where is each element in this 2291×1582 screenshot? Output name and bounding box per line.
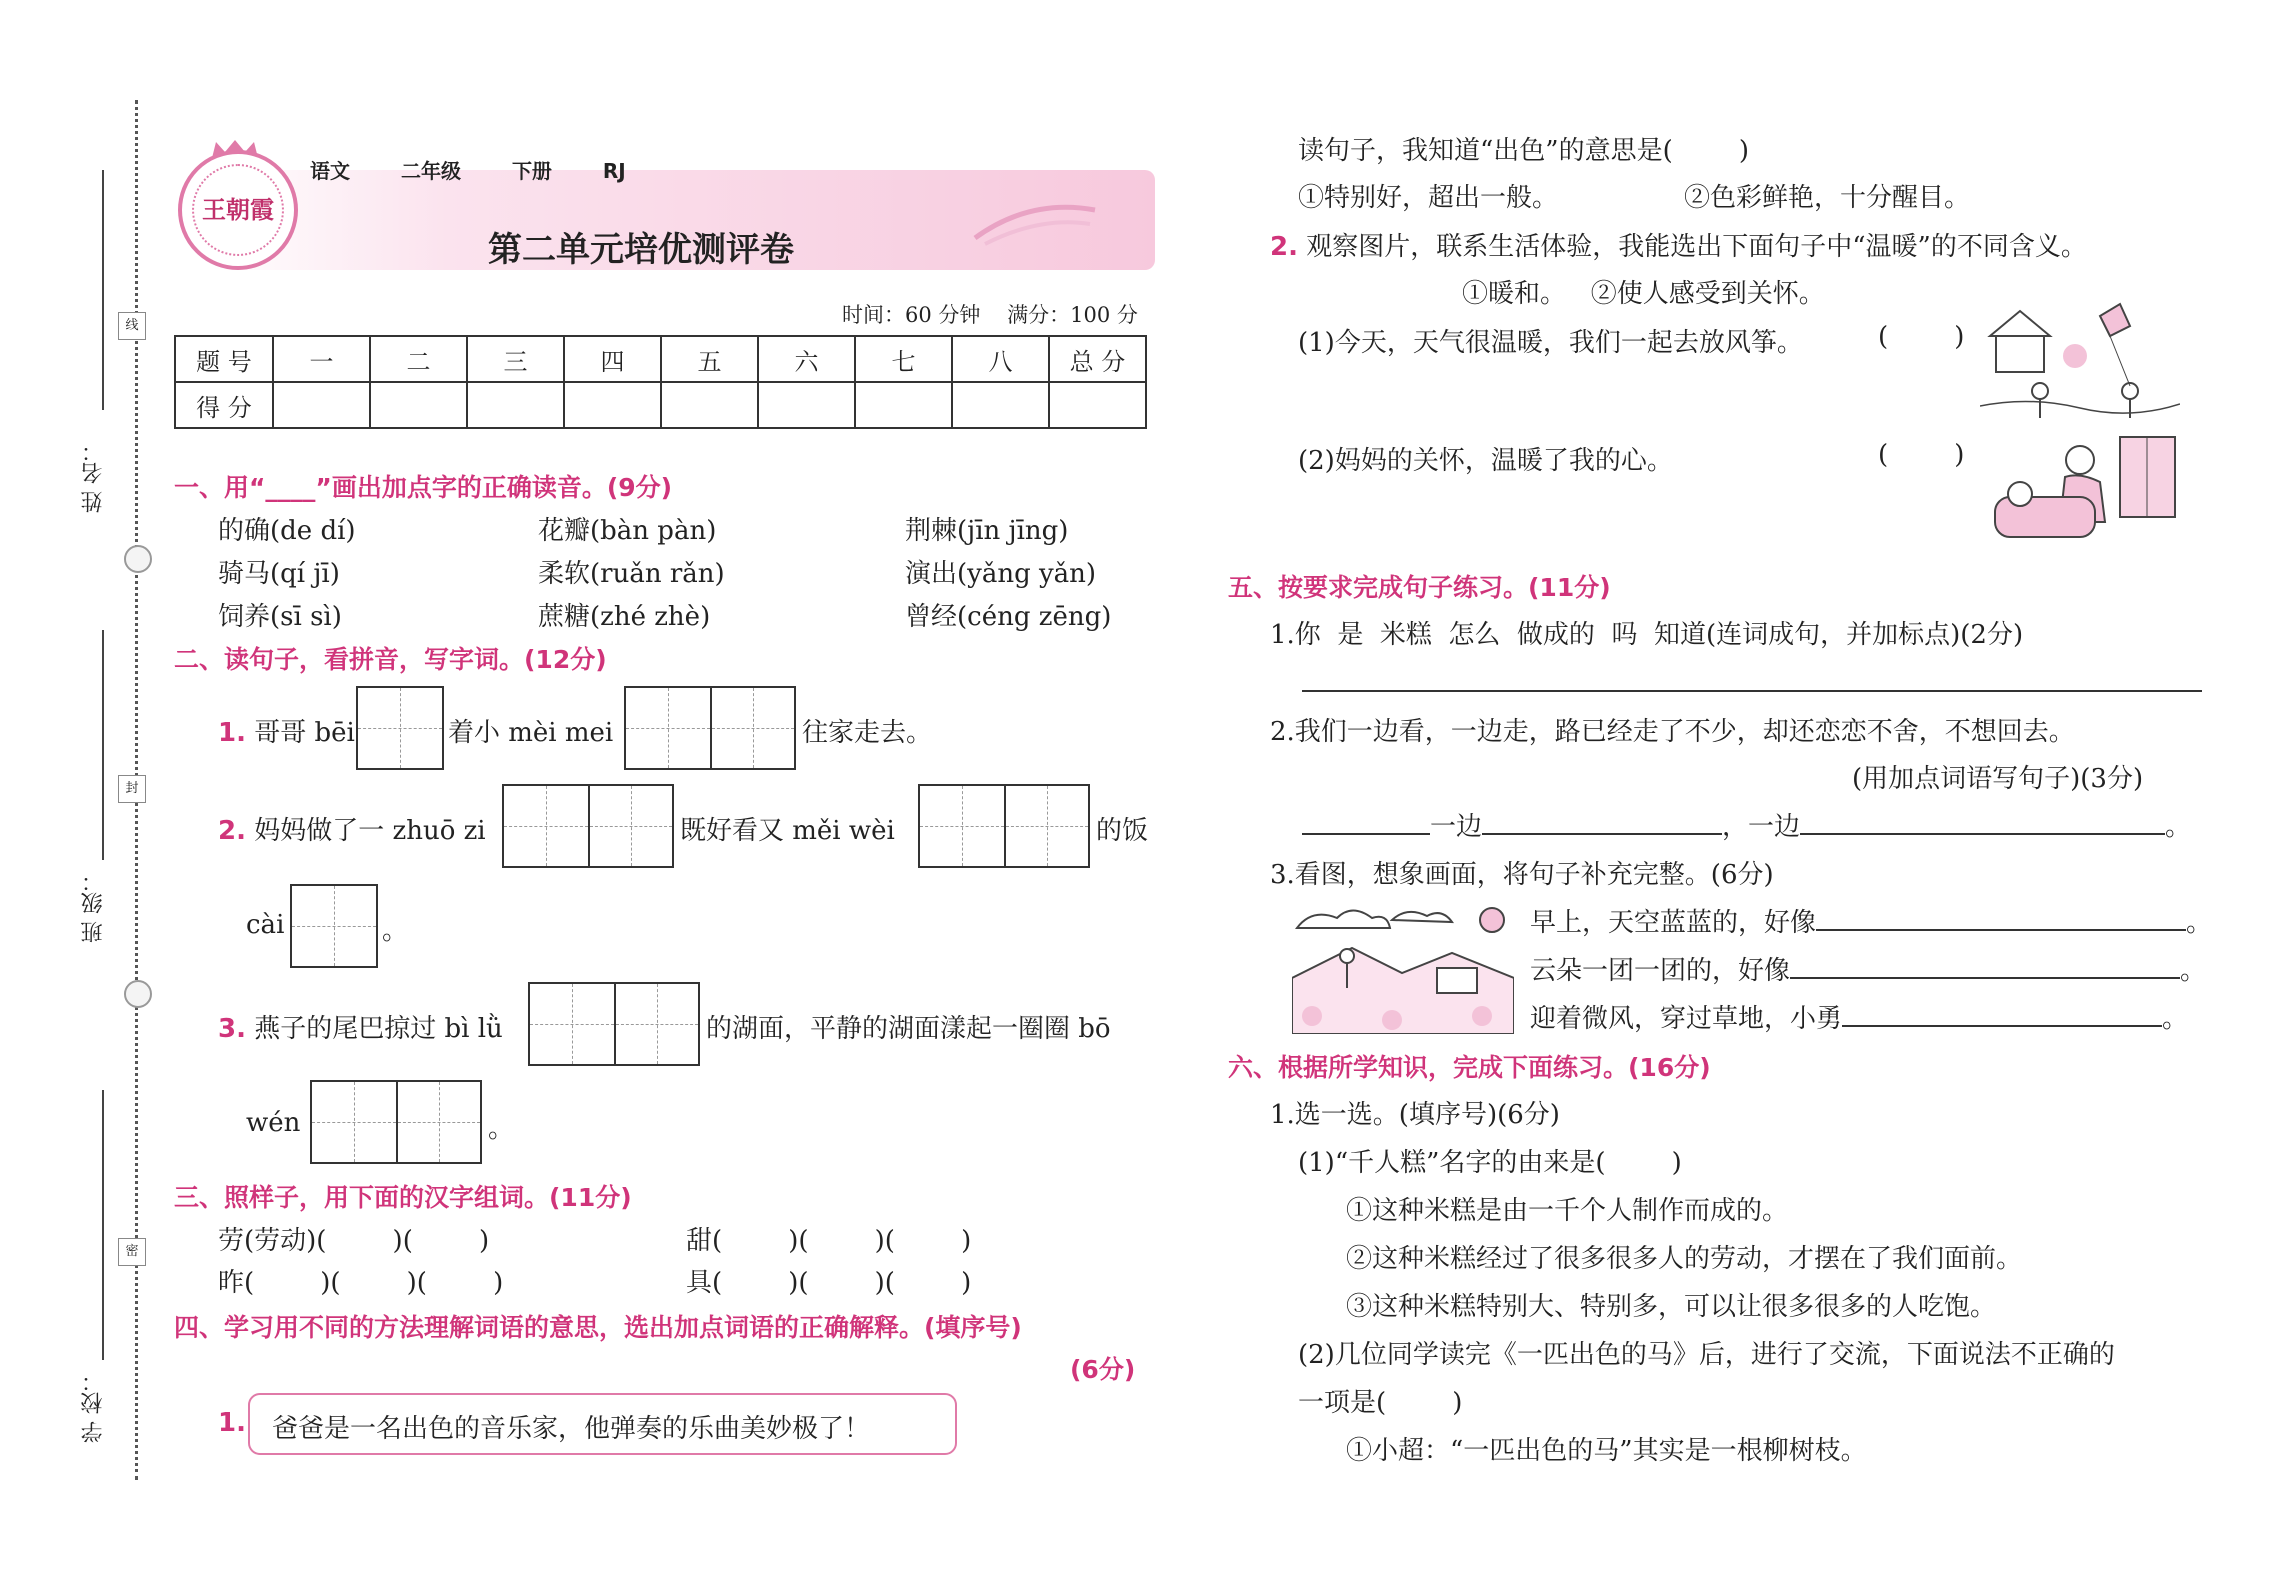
seal-mark-mi: 密 bbox=[118, 1238, 146, 1266]
section-2-heading: 二、读句子，看拼音，写字词。(12分) bbox=[174, 645, 607, 674]
s6-q1-option: ①这种米糕是由一千个人制作而成的。 bbox=[1346, 1196, 1789, 1226]
s2-q3-num: 3. bbox=[218, 1014, 246, 1044]
s6-q1-option: ②这种米糕经过了很多很多人的劳动，才摆在了我们面前。 bbox=[1346, 1244, 2023, 1274]
s4-q2-options: ①暖和。 ②使人感受到关怀。 bbox=[1462, 279, 1825, 309]
meta-volume: 下册 bbox=[511, 159, 552, 183]
score-header-cell: 三 bbox=[467, 336, 564, 382]
score-header-cell: 五 bbox=[661, 336, 758, 382]
name-write-line bbox=[102, 170, 104, 410]
school-write-line bbox=[102, 1090, 104, 1360]
s2-q2-text-a: 妈妈做了一 zhuō zi bbox=[254, 816, 486, 846]
answer-blank[interactable] bbox=[1816, 929, 2186, 931]
logo bbox=[178, 150, 298, 270]
answer-blank[interactable] bbox=[1800, 833, 2165, 835]
s4-q2-num: 2. bbox=[1270, 232, 1298, 262]
score-header-cell: 八 bbox=[952, 336, 1049, 382]
s5-q3-line: 早上，天空蓝蓝的，好像 bbox=[1530, 908, 1817, 938]
section-4-heading: 四、学习用不同的方法理解词语的意思，选出加点词语的正确解释。(填序号) bbox=[174, 1313, 1022, 1342]
class-label: 班 级： bbox=[81, 870, 106, 943]
s4-q1-option: ②色彩鲜艳，十分醒目。 bbox=[1684, 183, 1971, 213]
frame-text: ，一边 bbox=[1722, 812, 1801, 842]
score-header-cell: 总 分 bbox=[1049, 336, 1146, 382]
answer-line[interactable] bbox=[1302, 690, 2202, 692]
score-input-cell[interactable] bbox=[1049, 382, 1146, 428]
book-meta bbox=[310, 155, 626, 184]
s5-q1: 1.你 是 米糕 怎么 做成的 吗 知道(连词成句，并加标点)(2分) bbox=[1270, 620, 2024, 650]
s2-q3-text-c: wén bbox=[246, 1108, 301, 1138]
s4-q1-read: 读句子，我知道“出色”的意思是( ) bbox=[1298, 136, 1749, 166]
period: 。 bbox=[2186, 908, 2213, 938]
score-header-cell: 七 bbox=[855, 336, 952, 382]
banner-swirl-icon bbox=[970, 198, 1100, 248]
s5-q3-line: 迎着微风，穿过草地，小勇 bbox=[1530, 1004, 1843, 1034]
s6-q1-1: (1)“千人糕”名字的由来是( ) bbox=[1298, 1148, 1682, 1178]
s1-item: 荆棘(jīn jīng) bbox=[905, 516, 1069, 546]
s2-q2-num: 2. bbox=[218, 816, 246, 846]
binding-hole-icon bbox=[124, 545, 152, 573]
s5-q2-requirement: (用加点词语写句子)(3分) bbox=[1852, 764, 2144, 794]
meta-grade: 二年级 bbox=[400, 159, 461, 183]
s3-row: 具( )( )( ) bbox=[686, 1268, 972, 1298]
score-input-cell[interactable] bbox=[855, 382, 952, 428]
score-header-cell: 四 bbox=[564, 336, 661, 382]
writing-grid[interactable] bbox=[528, 982, 700, 1066]
s5-q2-frame bbox=[1302, 806, 2191, 843]
s6-q1: 1.选一选。(填序号)(6分) bbox=[1270, 1100, 1560, 1130]
binding-hole-icon bbox=[124, 980, 152, 1008]
landscape-picture bbox=[1292, 898, 1514, 1034]
score-header-cell: 六 bbox=[758, 336, 855, 382]
s2-q2-text-b: 既好看又 měi wèi bbox=[680, 816, 895, 846]
s1-item: 曾经(céng zēng) bbox=[905, 602, 1112, 632]
s4-q1-num: 1. bbox=[218, 1408, 246, 1438]
section-5-heading: 五、按要求完成句子练习。(11分) bbox=[1228, 573, 1611, 602]
score-input-cell[interactable] bbox=[952, 382, 1049, 428]
score-header-cell: 二 bbox=[370, 336, 467, 382]
s1-item: 柔软(ruǎn rǎn) bbox=[538, 559, 725, 589]
section-1-heading: 一、用“____”画出加点字的正确读音。(9分) bbox=[174, 473, 673, 502]
s2-q3-text-d: 。 bbox=[488, 1114, 515, 1144]
s4-q1-text: 爸爸是一名出色的音乐家，他弹奏的乐曲美妙极了！ bbox=[272, 1414, 871, 1444]
class-write-line bbox=[102, 630, 104, 860]
score-input-cell[interactable] bbox=[661, 382, 758, 428]
name-label: 姓 名： bbox=[81, 440, 106, 513]
period: 。 bbox=[2180, 956, 2207, 986]
s2-q2-text-d: cài bbox=[246, 910, 285, 940]
score-input-cell[interactable] bbox=[758, 382, 855, 428]
writing-grid[interactable] bbox=[310, 1080, 482, 1164]
s1-item: 的确(de dí) bbox=[218, 516, 356, 546]
seal-mark-xian: 线 bbox=[118, 312, 146, 340]
s2-q1-text-a: 哥哥 bēi bbox=[254, 718, 355, 748]
seal-mark-feng: 封 bbox=[118, 775, 146, 803]
score-table bbox=[174, 335, 1147, 429]
writing-grid[interactable] bbox=[502, 784, 674, 868]
period: 。 bbox=[2162, 1004, 2189, 1034]
s2-q3-text-a: 燕子的尾巴掠过 bì lǜ bbox=[254, 1014, 503, 1044]
section-4-points: (6分) bbox=[1070, 1355, 1136, 1384]
time-score: 时间：60 分钟 满分：100 分 bbox=[842, 303, 1138, 327]
s1-item: 蔗糖(zhé zhè) bbox=[538, 602, 711, 632]
s1-item: 饲养(sī sì) bbox=[218, 602, 342, 632]
score-input-cell[interactable] bbox=[564, 382, 661, 428]
school-label: 学 校： bbox=[81, 1370, 106, 1443]
s1-item: 花瓣(bàn pàn) bbox=[538, 516, 717, 546]
s6-q1-2-option: ①小超：“一匹出色的马”其实是一根柳树枝。 bbox=[1346, 1436, 1867, 1466]
s1-item: 演出(yǎng yǎn) bbox=[905, 559, 1097, 589]
s2-q3-text-b: 的湖面，平静的湖面漾起一圈圈 bō bbox=[706, 1014, 1111, 1044]
s4-q2-a: (1)今天，天气很温暖，我们一起去放风筝。 bbox=[1298, 328, 1803, 358]
s6-q1-2: (2)几位同学读完《一匹出色的马》后，进行了交流，下面说法不正确的 bbox=[1298, 1340, 2115, 1370]
meta-edition: RJ bbox=[602, 159, 626, 183]
section-3-heading: 三、照样子，用下面的汉字组词。(11分) bbox=[174, 1183, 632, 1212]
s2-q1-num: 1. bbox=[218, 718, 246, 748]
writing-grid[interactable] bbox=[356, 686, 444, 770]
s6-q1-option: ③这种米糕特别大、特别多，可以让很多很多的人吃饱。 bbox=[1346, 1292, 1997, 1322]
s3-row: 甜( )( )( ) bbox=[686, 1226, 972, 1256]
score-input-cell[interactable] bbox=[467, 382, 564, 428]
s4-q1-option: ①特别好，超出一般。 bbox=[1298, 183, 1559, 213]
answer-blank[interactable] bbox=[1842, 1025, 2162, 1027]
answer-paren[interactable]: ( ) bbox=[1878, 440, 1965, 470]
score-row-label: 得 分 bbox=[175, 382, 273, 428]
s6-q1-2b: 一项是( ) bbox=[1298, 1388, 1463, 1418]
answer-paren[interactable]: ( ) bbox=[1878, 322, 1965, 352]
writing-grid[interactable] bbox=[918, 784, 1090, 868]
score-header-cell: 题 号 bbox=[175, 336, 273, 382]
s2-q1-text-b: 着小 mèi mei bbox=[448, 718, 614, 748]
kite-flying-picture bbox=[1980, 296, 2180, 426]
meta-subject: 语文 bbox=[310, 159, 350, 183]
mother-care-picture bbox=[1980, 432, 2180, 552]
section-6-heading: 六、根据所学知识，完成下面练习。(16分) bbox=[1228, 1053, 1711, 1082]
answer-blank[interactable] bbox=[1790, 977, 2180, 979]
s3-row: 劳(劳动)( )( ) bbox=[218, 1226, 490, 1256]
s1-item: 骑马(qí jī) bbox=[218, 559, 340, 589]
s5-q3-line: 云朵一团一团的，好像 bbox=[1530, 956, 1791, 986]
score-input-cell[interactable] bbox=[370, 382, 467, 428]
score-header-cell: 一 bbox=[273, 336, 370, 382]
s2-q2-text-c: 的饭 bbox=[1096, 816, 1149, 846]
answer-blank[interactable] bbox=[1482, 833, 1722, 835]
s2-q2-text-e: 。 bbox=[382, 916, 409, 946]
logo-text: 王朝霞 bbox=[192, 164, 284, 256]
page-title: 第二单元培优测评卷 bbox=[488, 230, 794, 270]
frame-text: 。 bbox=[2165, 812, 2192, 842]
answer-blank[interactable] bbox=[1302, 833, 1430, 835]
s5-q3: 3.看图，想象画面，将句子补充完整。(6分) bbox=[1270, 860, 1774, 890]
s4-q2-text: 观察图片，联系生活体验，我能选出下面句子中“温暖”的不同含义。 bbox=[1306, 232, 2087, 262]
s4-q2-b: (2)妈妈的关怀，温暖了我的心。 bbox=[1298, 446, 1673, 476]
writing-grid[interactable] bbox=[290, 884, 378, 968]
writing-grid[interactable] bbox=[624, 686, 796, 770]
s5-q2: 2.我们一边看，一边走，路已经走了不少，却还恋恋不舍，不想回去。 bbox=[1270, 717, 2075, 747]
s3-row: 昨( )( )( ) bbox=[218, 1268, 504, 1298]
frame-text: 一边 bbox=[1430, 812, 1483, 842]
s2-q1-text-c: 往家走去。 bbox=[802, 718, 933, 748]
score-input-cell[interactable] bbox=[273, 382, 370, 428]
